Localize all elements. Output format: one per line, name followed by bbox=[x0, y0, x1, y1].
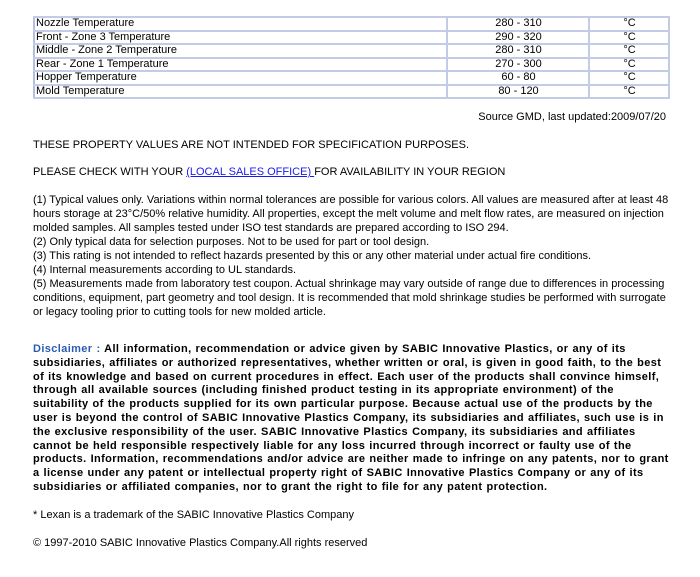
local-sales-office-link[interactable]: (LOCAL SALES OFFICE) bbox=[186, 166, 315, 178]
disclaimer-label: Disclaimer : bbox=[33, 343, 105, 355]
property-name: Front - Zone 3 Temperature bbox=[34, 31, 447, 45]
property-name: Middle - Zone 2 Temperature bbox=[34, 44, 447, 58]
availability-suffix: FOR AVAILABILITY IN YOUR REGION bbox=[314, 166, 506, 178]
availability-notice bbox=[33, 165, 505, 179]
property-value: 290 - 320 bbox=[447, 31, 589, 45]
property-name: Rear - Zone 1 Temperature bbox=[34, 58, 447, 72]
table-row bbox=[34, 71, 669, 85]
footnote-3: (3) This rating is not intended to reflect hazards presented by this or any other material under actual fire conditions. bbox=[33, 250, 592, 262]
table-row bbox=[34, 44, 669, 58]
property-value: 280 - 310 bbox=[447, 44, 589, 58]
property-unit: °C bbox=[589, 44, 669, 58]
property-unit: °C bbox=[589, 17, 669, 31]
processing-parameters-table bbox=[33, 16, 670, 99]
property-value: 280 - 310 bbox=[447, 17, 589, 31]
footnotes bbox=[33, 193, 673, 319]
specification-warning: THESE PROPERTY VALUES ARE NOT INTENDED FOR SPECIFICATION PURPOSES. bbox=[33, 139, 470, 151]
table-row bbox=[34, 31, 669, 45]
property-unit: °C bbox=[589, 71, 669, 85]
footnote-1: (1) Typical values only. Variations within normal tolerances are possible for various colors. All values are measured after at least 48 hours storage at 23°C/50% relative humidity. All properties, except the melt volume and melt flow rates, are measured on injection molded samples. All samples tested under ISO test standards are prepared according to ISO 294. bbox=[33, 194, 669, 234]
copyright-notice: © 1997-2010 SABIC Innovative Plastics Company.All rights reserved bbox=[33, 537, 368, 549]
table-row bbox=[34, 85, 669, 99]
property-value: 270 - 300 bbox=[447, 58, 589, 72]
property-unit: °C bbox=[589, 85, 669, 99]
footnote-2: (2) Only typical data for selection purposes. Not to be used for part or tool design. bbox=[33, 236, 430, 248]
footnote-4: (4) Internal measurements according to UL standards. bbox=[33, 264, 297, 276]
property-name: Mold Temperature bbox=[34, 85, 447, 99]
property-unit: °C bbox=[589, 58, 669, 72]
property-name: Nozzle Temperature bbox=[34, 17, 447, 31]
table-row bbox=[34, 58, 669, 72]
source-note: Source GMD, last updated:2009/07/20 bbox=[478, 111, 666, 123]
property-unit: °C bbox=[589, 31, 669, 45]
trademark-note: * Lexan is a trademark of the SABIC Innovative Plastics Company bbox=[33, 509, 354, 521]
property-name: Hopper Temperature bbox=[34, 71, 447, 85]
property-value: 60 - 80 bbox=[447, 71, 589, 85]
table-row bbox=[34, 17, 669, 31]
property-value: 80 - 120 bbox=[447, 85, 589, 99]
availability-prefix: PLEASE CHECK WITH YOUR bbox=[33, 166, 187, 178]
footnote-5: (5) Measurements made from laboratory test coupon. Actual shrinkage may vary outside of range due to differences in processing conditions, equipment, part geometry and tool design. It is recommended that mold shrinkage studies be performed with surrogate or legacy tooling prior to cutting tools for new molded article. bbox=[33, 278, 666, 318]
disclaimer-text: All information, recommendation or advice given by SABIC Innovative Plastics, or any of its subsidiaries, affiliates or authorized representatives, whether written or oral, is given in good faith, to the best of its knowledge and based on current procedures in effect. Each user of the products shall convince himself, through all available sources (including finished product testing in its appropriate environment) of the suitability of the products supplied for its own particular purpose. Because actual use of the products by the user is beyond the control of SABIC Innovative Plastics Company, its subsidiaries and affiliates, such use is in the exclusive responsibility of the user. SABIC Innovative Plastics Company, its subsidiaries and affiliates cannot be held responsible respectively liable for any loss incurred through incorrect or faulty use of the products. Information, recommendations and/or advice are neither made to infringe on any patents, nor to grant a license under any patent or intellectual property right of SABIC Innovative Plastics Company or any of its subsidiaries or affiliated companies, nor to grant the right to file for any patent protection. bbox=[33, 343, 669, 493]
disclaimer bbox=[33, 343, 670, 495]
